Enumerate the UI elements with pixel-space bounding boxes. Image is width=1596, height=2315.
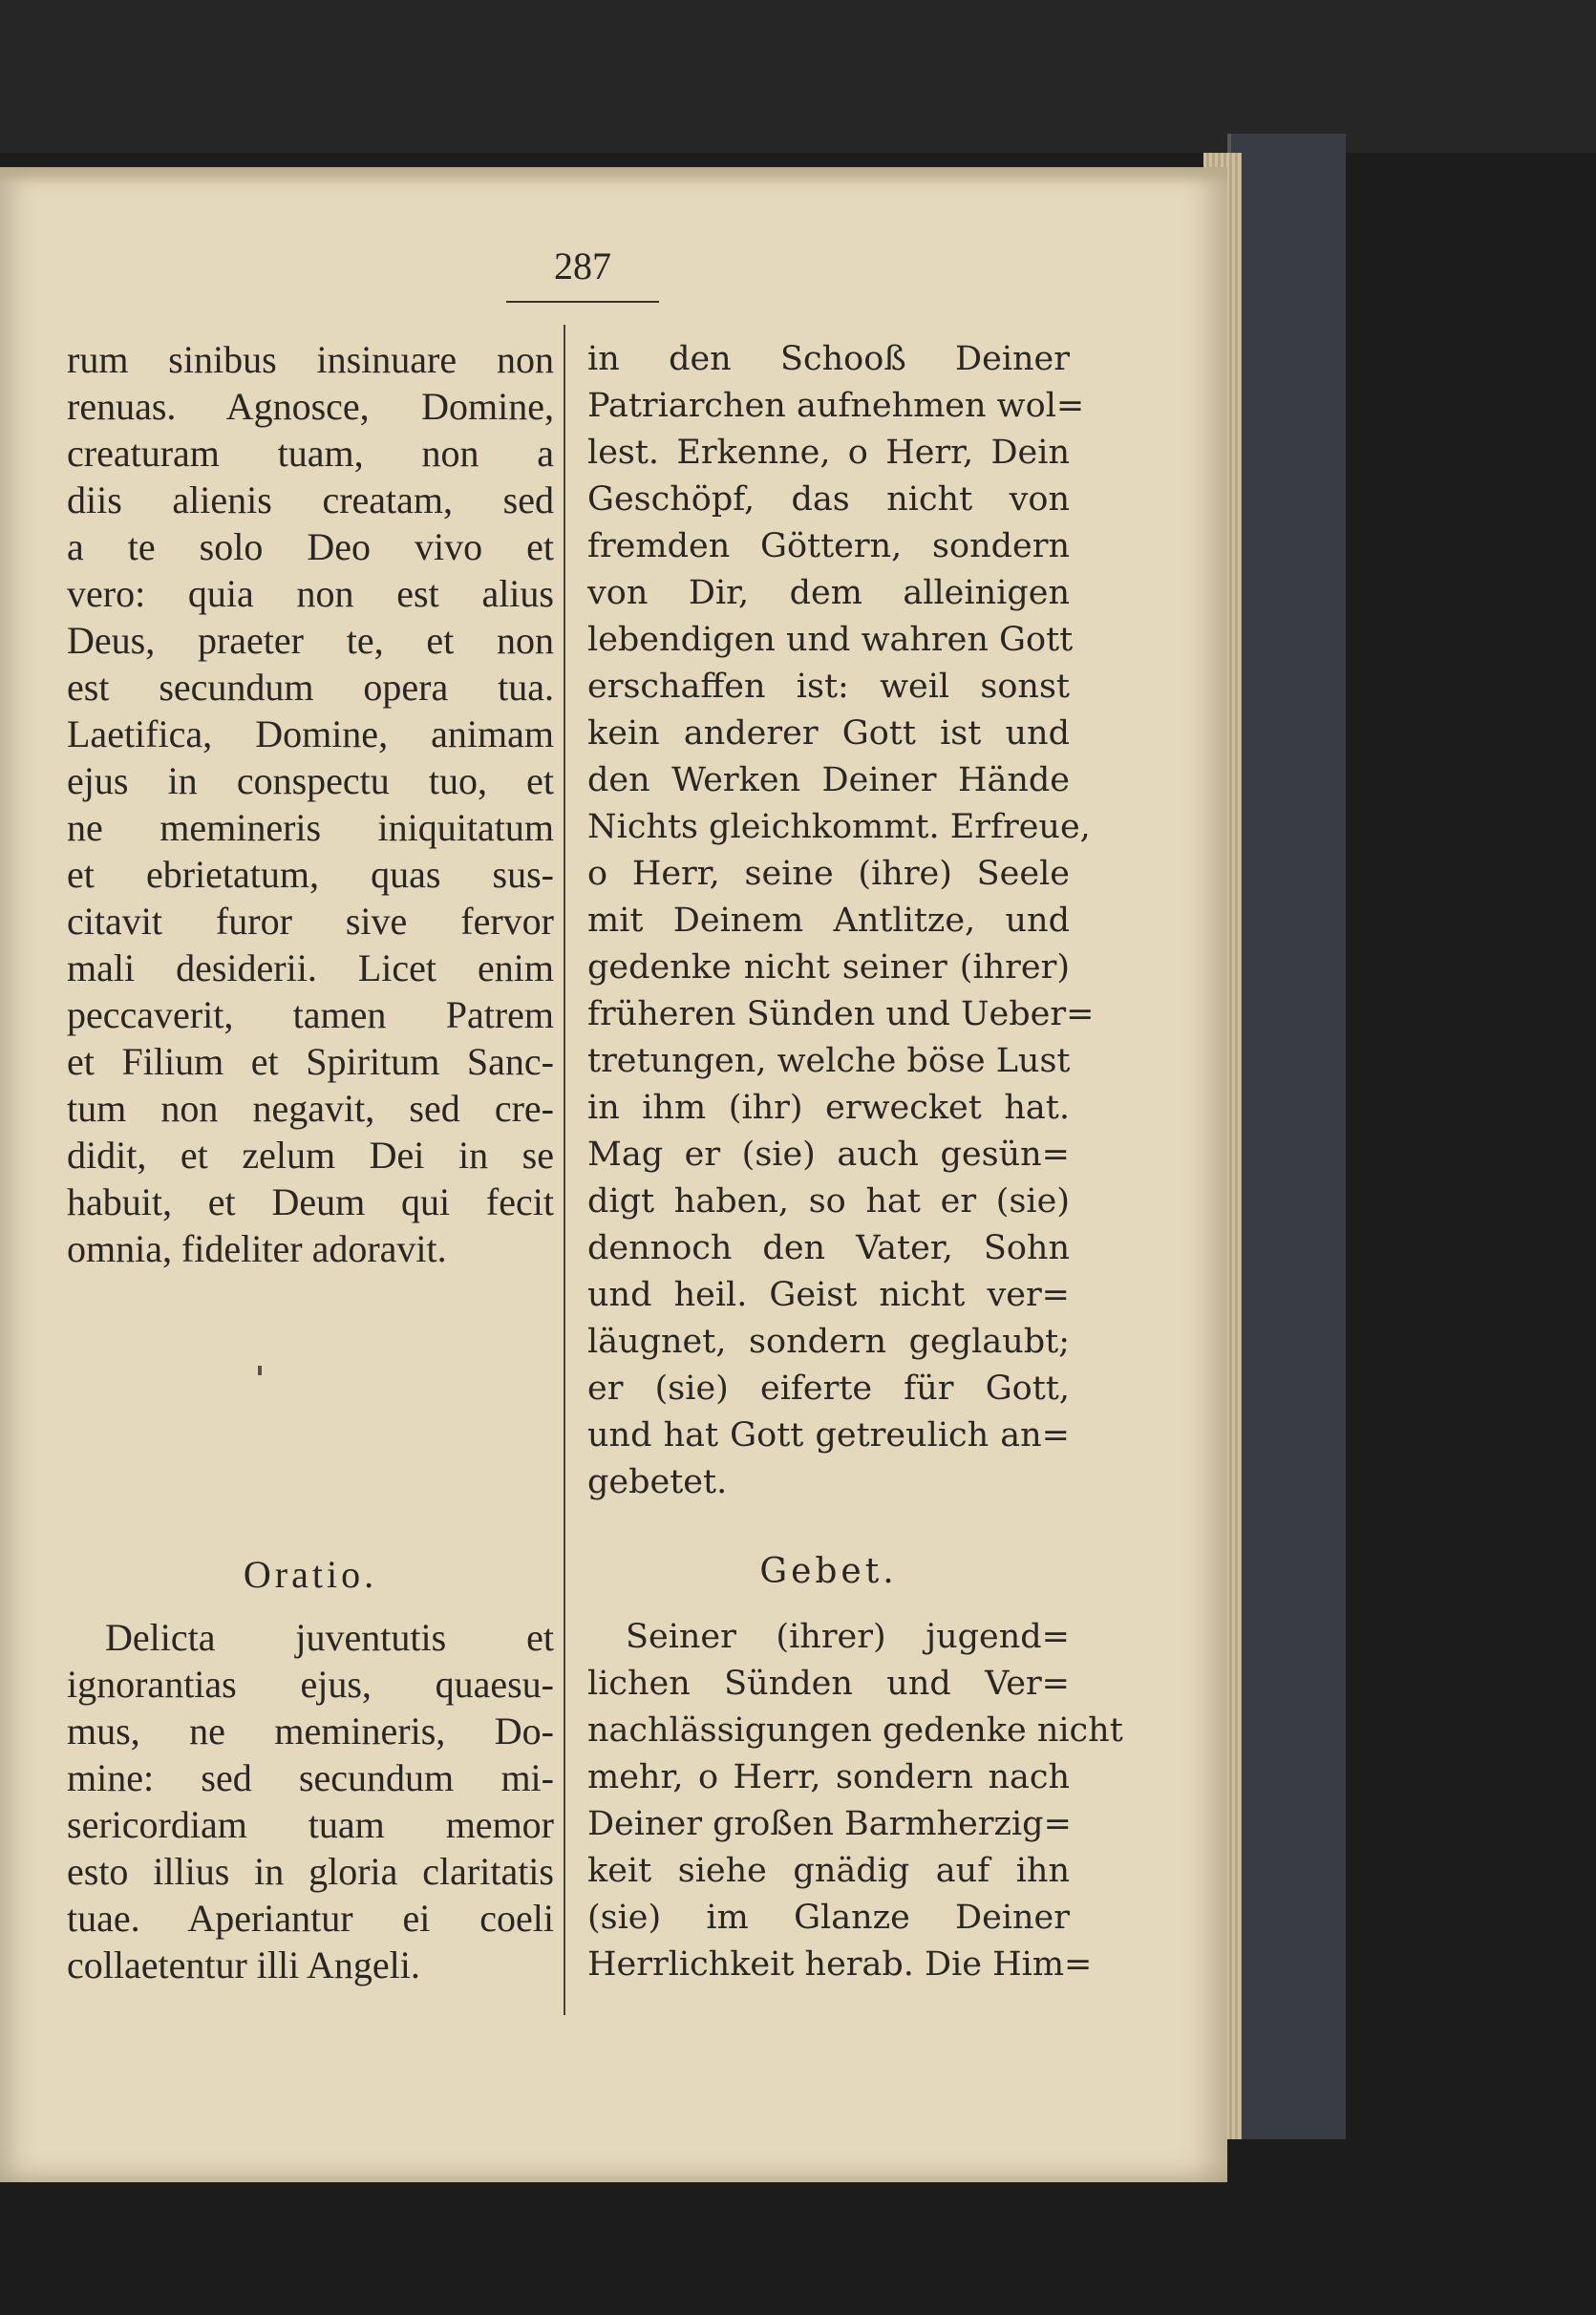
- text-line: tretungen, welche böse Lust: [587, 1042, 1071, 1080]
- text-line: esto illius in gloria claritatis: [67, 1850, 554, 1893]
- text-line: peccaverit, tamen Patrem: [67, 993, 554, 1036]
- text-line: tuae. Aperiantur ei coeli: [67, 1897, 554, 1940]
- text-line: collaetentur illi Angeli.: [67, 1943, 420, 1986]
- text-line: nachlässigungen gedenke nicht: [587, 1711, 1123, 1750]
- text-line: rum sinibus insinuare non: [67, 338, 554, 381]
- text-line: Mag er (sie) auch gesün=: [587, 1136, 1070, 1174]
- text-line: gebetet.: [587, 1463, 728, 1501]
- text-line: sericordiam tuam memor: [67, 1803, 554, 1846]
- text-line: dennoch den Vater, Sohn: [587, 1229, 1070, 1267]
- text-line: lichen Sünden und Ver=: [587, 1665, 1070, 1703]
- text-line: läugnet, sondern geglaubt;: [587, 1323, 1070, 1361]
- text-line: et Filium et Spiritum Sanc-: [67, 1040, 554, 1083]
- text-line: diis alienis creatam, sed: [67, 478, 554, 521]
- latin-heading-oratio: Oratio.: [243, 1553, 378, 1596]
- text-line: Geschöpf, das nicht von: [587, 480, 1070, 519]
- text-line: er (sie) eiferte für Gott,: [587, 1370, 1070, 1408]
- latin-column-prayer: [67, 1614, 554, 1988]
- text-line: Deus, praeter te, et non: [67, 619, 554, 662]
- text-line: lebendigen und wahren Gott: [587, 621, 1074, 659]
- text-line: Laetifica, Domine, animam: [67, 712, 554, 755]
- text-line: mehr, o Herr, sondern nach: [587, 1758, 1070, 1796]
- text-line: in den Schooß Deiner: [587, 340, 1070, 378]
- text-line: ejus in conspectu tuo, et: [67, 759, 554, 802]
- text-line: erschaffen ist: weil sonst: [587, 668, 1070, 706]
- text-line: ne memineris iniquitatum: [67, 806, 554, 849]
- paper-speck: [258, 1366, 262, 1375]
- text-line: Deiner großen Barmherzig=: [587, 1805, 1072, 1843]
- text-line: habuit, et Deum qui fecit: [67, 1180, 554, 1223]
- text-line: von Dir, dem alleinigen: [587, 574, 1070, 612]
- text-line: Seiner (ihrer) jugend=: [626, 1618, 1070, 1656]
- text-line: renuas. Agnosce, Domine,: [67, 385, 554, 428]
- text-line: omnia, fideliter adoravit.: [67, 1227, 447, 1270]
- dark-backdrop: [0, 0, 1596, 153]
- text-line: Nichts gleichkommt. Erfreue,: [587, 808, 1091, 846]
- text-line: früheren Sünden und Ueber=: [587, 995, 1095, 1033]
- text-line: und heil. Geist nicht ver=: [587, 1276, 1070, 1314]
- text-line: vero: quia non est alius: [67, 572, 554, 615]
- german-column-paragraph: [587, 336, 1095, 1506]
- text-line: mali desiderii. Licet enim: [67, 946, 554, 989]
- text-line: kein anderer Gott ist und: [587, 714, 1070, 753]
- column-divider: [564, 325, 565, 2015]
- german-heading-gebet: Gebet.: [759, 1552, 898, 1591]
- text-line: Herrlichkeit herab. Die Him=: [587, 1945, 1093, 1984]
- text-line: et ebrietatum, quas sus-: [67, 853, 554, 896]
- book-cover-edge: [1227, 134, 1346, 2139]
- page-number-rule: [506, 301, 659, 303]
- text-line: lest. Erkenne, o Herr, Dein: [587, 434, 1070, 472]
- text-line: citavit furor sive fervor: [67, 900, 554, 943]
- text-line: didit, et zelum Dei in se: [67, 1134, 554, 1177]
- text-line: est secundum opera tua.: [67, 666, 554, 709]
- text-line: o Herr, seine (ihre) Seele: [587, 855, 1070, 893]
- latin-column-paragraph: [67, 336, 554, 1272]
- text-line: und hat Gott getreulich an=: [587, 1416, 1070, 1455]
- text-line: mit Deinem Antlitze, und: [587, 902, 1070, 940]
- text-line: gedenke nicht seiner (ihrer): [587, 948, 1070, 987]
- text-line: (sie) im Glanze Deiner: [587, 1899, 1070, 1937]
- text-line: ignorantias ejus, quaesu-: [67, 1663, 554, 1706]
- text-line: digt haben, so hat er (sie): [587, 1182, 1070, 1221]
- text-line: Delicta juventutis et: [105, 1616, 554, 1659]
- text-line: fremden Göttern, sondern: [587, 527, 1070, 565]
- text-line: mus, ne memineris, Do-: [67, 1710, 554, 1752]
- german-column-prayer: [587, 1614, 1123, 1988]
- text-line: a te solo Deo vivo et: [67, 525, 554, 568]
- text-line: in ihm (ihr) erwecket hat.: [587, 1089, 1070, 1127]
- text-line: creaturam tuam, non a: [67, 432, 554, 475]
- text-line: mine: sed secundum mi-: [67, 1756, 554, 1799]
- text-line: Patriarchen aufnehmen wol=: [587, 387, 1085, 425]
- page-number: 287: [554, 244, 611, 287]
- text-line: tum non negavit, sed cre-: [67, 1087, 554, 1130]
- text-line: keit siehe gnädig auf ihn: [587, 1852, 1070, 1890]
- text-line: den Werken Deiner Hände: [587, 761, 1070, 799]
